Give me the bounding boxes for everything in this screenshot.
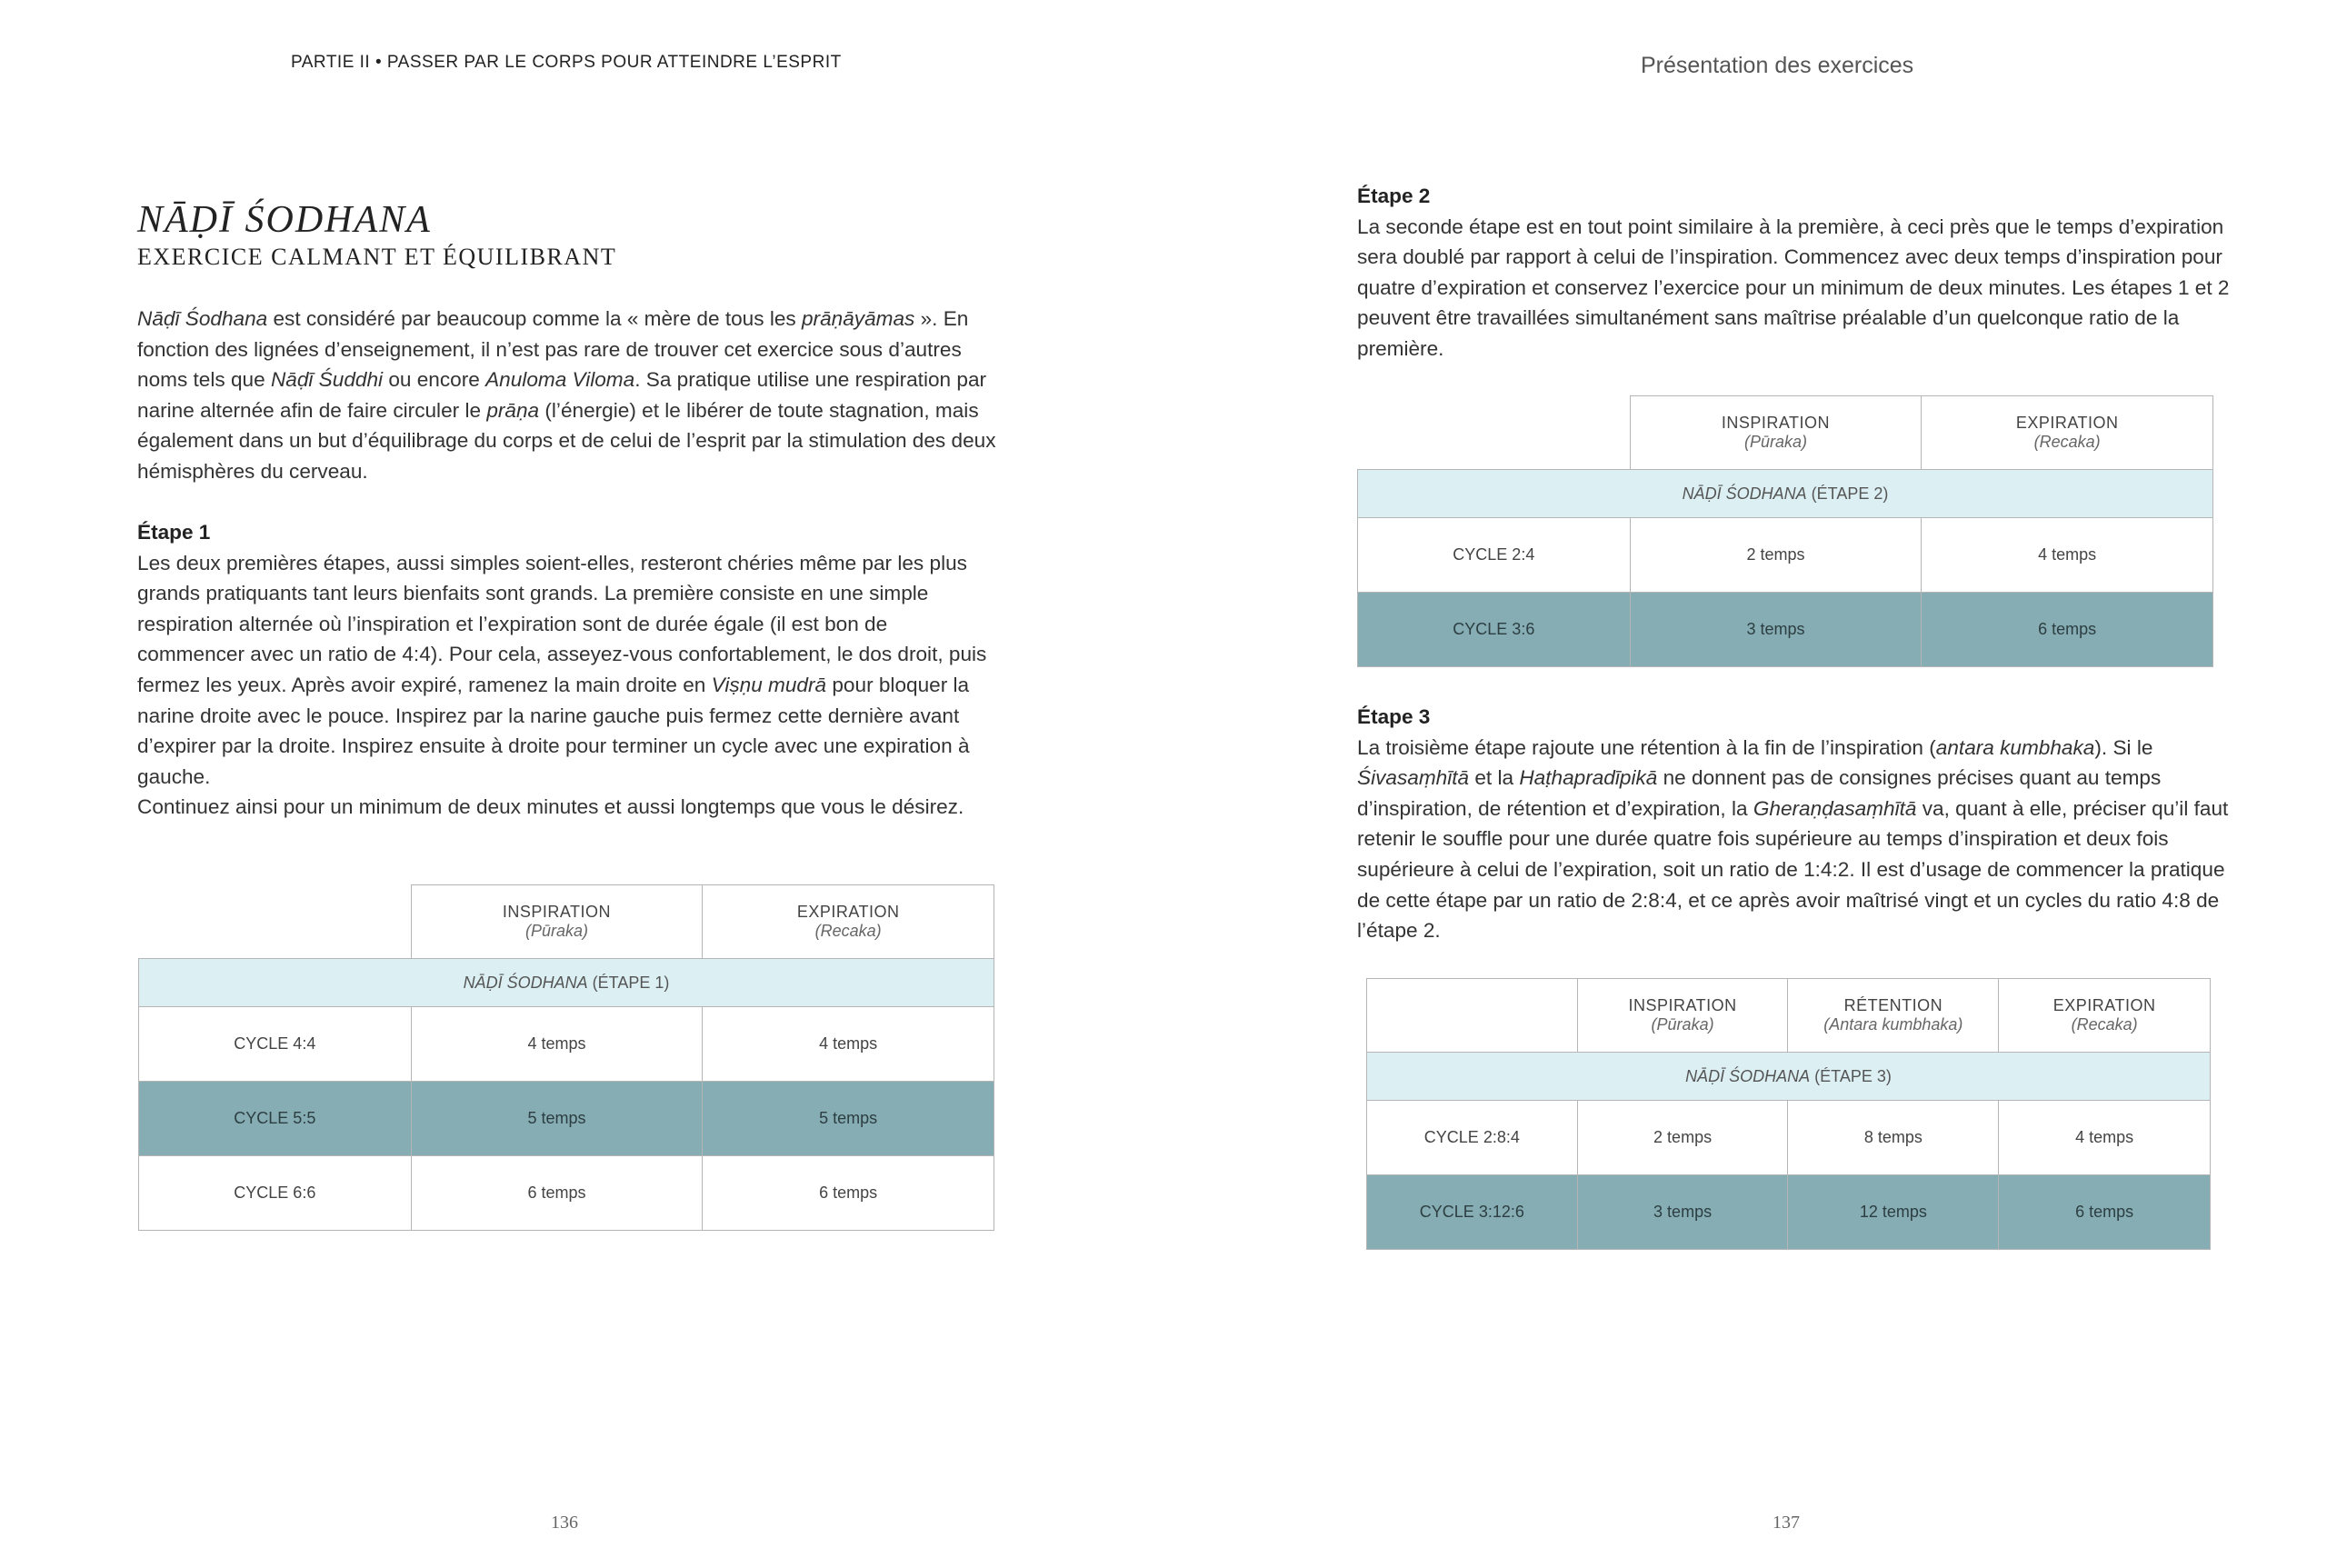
table-header-row — [1358, 396, 2213, 470]
step1-heading: Étape 1 — [137, 521, 211, 544]
intro-paragraph: Nāḍī Śodhana est considéré par beaucoup comme la « mère de tous les prāṇāyāmas ». En fonction des lignées d’enseignement, il n’est pas rare de trouver cet exercice sous d’autres noms tels que Nāḍī Śuddhi ou encore Anuloma Viloma. Sa pratique utilise une respiration par narine alternée afin de faire circuler le prāṇa (l’énergie) et le libérer de toute stagnation, mais également dans un but d’équilibrage du corps et de celui de l’esprit par la stimulation des deux hémisphères du cerveau. — [137, 307, 996, 483]
header-expiration: EXPIRATION (Recaka) — [703, 885, 994, 959]
exercise-title-block — [137, 198, 616, 271]
table-row: CYCLE 3:12:6 3 temps 12 temps 6 temps — [1367, 1175, 2211, 1250]
step3-section — [1357, 702, 2230, 946]
table-step1 — [138, 884, 994, 1231]
table-header-row — [1367, 979, 2211, 1053]
step3-heading: Étape 3 — [1357, 705, 1431, 728]
page-number: 136 — [551, 1513, 578, 1533]
table-row: CYCLE 2:4 2 temps 4 temps — [1358, 518, 2213, 593]
right-page — [1164, 0, 2327, 1568]
table-row: CYCLE 2:8:4 2 temps 8 temps 4 temps — [1367, 1101, 2211, 1175]
table-row: CYCLE 3:6 3 temps 6 temps — [1358, 593, 2213, 667]
step1-section — [137, 517, 996, 823]
table-band-row: NĀḌĪ ŚODHANA (ÉTAPE 2) — [1358, 470, 2213, 518]
header-inspiration: INSPIRATION (Pūraka) — [1630, 396, 1922, 470]
step2-text: La seconde étape est en tout point similaire à la première, à ceci près que le temps d’expiration sera doublé par rapport à celui de l’inspiration. Commencez avec deux temps d’inspiration pour quatre d’expiration et conservez l’exercice pour un minimum de deux minutes. Les étapes 1 et 2 peuvent être travaillées simultanément sans maîtrise préalable d’un quelconque ratio de la première. — [1357, 215, 2230, 360]
step2-section — [1357, 181, 2230, 365]
step3-text: La troisième étape rajoute une rétention à la fin de l’inspiration (antara kumbhaka). Si le Śivasaṃhītā et la Haṭhapradīpikā ne donnent pas de consignes précises quant au temps d’inspiration, de rétention et d’expiration, la Gheraṇḍasaṃhītā va, quant à elle, préciser qu’il faut retenir le souffle pour une durée quatre fois supérieure au temps d’inspiration et deux fois supérieure à celui de l’expiration, soit un ratio de 1:4:2. Il est d’usage de commencer la pratique de cette étape par un ratio de 2:8:4, et ce après avoir maîtrisé vingt et un cycles du ratio 4:8 de l’étape 2. — [1357, 735, 2229, 943]
table-header-row — [139, 885, 994, 959]
running-header: PARTIE II • PASSER PAR LE CORPS POUR ATTEINDRE L’ESPRIT — [291, 53, 842, 72]
exercise-subtitle: EXERCICE CALMANT ET ÉQUILIBRANT — [137, 244, 617, 270]
table-step2 — [1357, 395, 2213, 667]
header-inspiration: INSPIRATION (Pūraka) — [411, 885, 703, 959]
table-step3 — [1366, 978, 2211, 1250]
step1-text: Les deux premières étapes, aussi simples soient-elles, resteront chéries même par les plus grands pratiquants tant leurs bienfaits sont grands. La première consiste en une simple respiration alternée où l’inspiration et l’expiration sont de durée égale (il est bon de commencer avec un ratio de 4:4). Pour cela, asseyez-vous confortablement, le dos droit, puis fermez les yeux. Après avoir expiré, ramenez la main droite en Viṣṇu mudrā pour bloquer la narine droite avec le pouce. Inspirez par la narine gauche puis fermez cette dernière avant d’expirer par la droite. Inspirez ensuite à droite pour terminer un cycle avec une expiration à gauche. — [137, 551, 987, 788]
header-expiration: EXPIRATION (Recaka) — [1999, 979, 2211, 1053]
header-inspiration: INSPIRATION (Pūraka) — [1577, 979, 1788, 1053]
table-band-row: NĀḌĪ ŚODHANA (ÉTAPE 1) — [139, 959, 994, 1007]
table-row: CYCLE 5:5 5 temps 5 temps — [139, 1082, 994, 1156]
step1-text-continued: Continuez ainsi pour un minimum de deux minutes et aussi longtemps que vous le désirez. — [137, 795, 964, 819]
table-band-row: NĀḌĪ ŚODHANA (ÉTAPE 3) — [1367, 1053, 2211, 1101]
table-row: CYCLE 6:6 6 temps 6 temps — [139, 1156, 994, 1231]
exercise-title: NĀḌĪ ŚODHANA — [137, 199, 432, 241]
step2-heading: Étape 2 — [1357, 185, 1431, 207]
table-row: CYCLE 4:4 4 temps 4 temps — [139, 1007, 994, 1082]
header-expiration: EXPIRATION (Recaka) — [1922, 396, 2213, 470]
running-header: Présentation des exercices — [1641, 53, 1914, 78]
page-number: 137 — [1773, 1513, 1800, 1533]
header-retention: RÉTENTION (Antara kumbhaka) — [1788, 979, 1999, 1053]
